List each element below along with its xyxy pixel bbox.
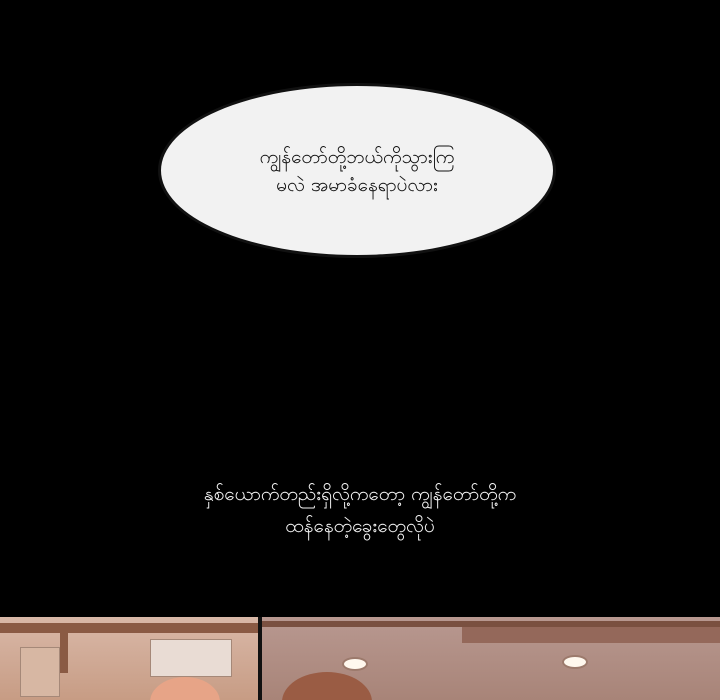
speech-bubble-line-1: ကျွန်တော်တို့ဘယ်ကိုသွားကြ [259, 145, 455, 168]
ceiling-light-icon [342, 657, 368, 671]
character-hair [282, 672, 372, 700]
narration-line-2: ထန်နေတဲ့ခွေးတွေလိုပဲ [285, 515, 435, 537]
ceiling-beam [0, 623, 258, 633]
cabinet [150, 639, 232, 677]
speech-bubble [158, 83, 556, 258]
narration-line-1: နှစ်ယောက်တည်းရှိလို့ကတော့ ကျွန်တော်တို့က [203, 483, 517, 505]
ceiling-beam [462, 627, 720, 643]
character-head [150, 677, 220, 700]
scene-panel-left [0, 617, 258, 700]
scene-panel-right [262, 617, 720, 700]
scene-illustration [0, 617, 720, 700]
speech-bubble-line-2: မလဲ အမာခံနေရာပဲလား [276, 173, 438, 196]
cabinet [20, 647, 60, 697]
narration-caption [0, 478, 720, 542]
ceiling-light-icon [562, 655, 588, 669]
ceiling-beam [60, 633, 68, 673]
